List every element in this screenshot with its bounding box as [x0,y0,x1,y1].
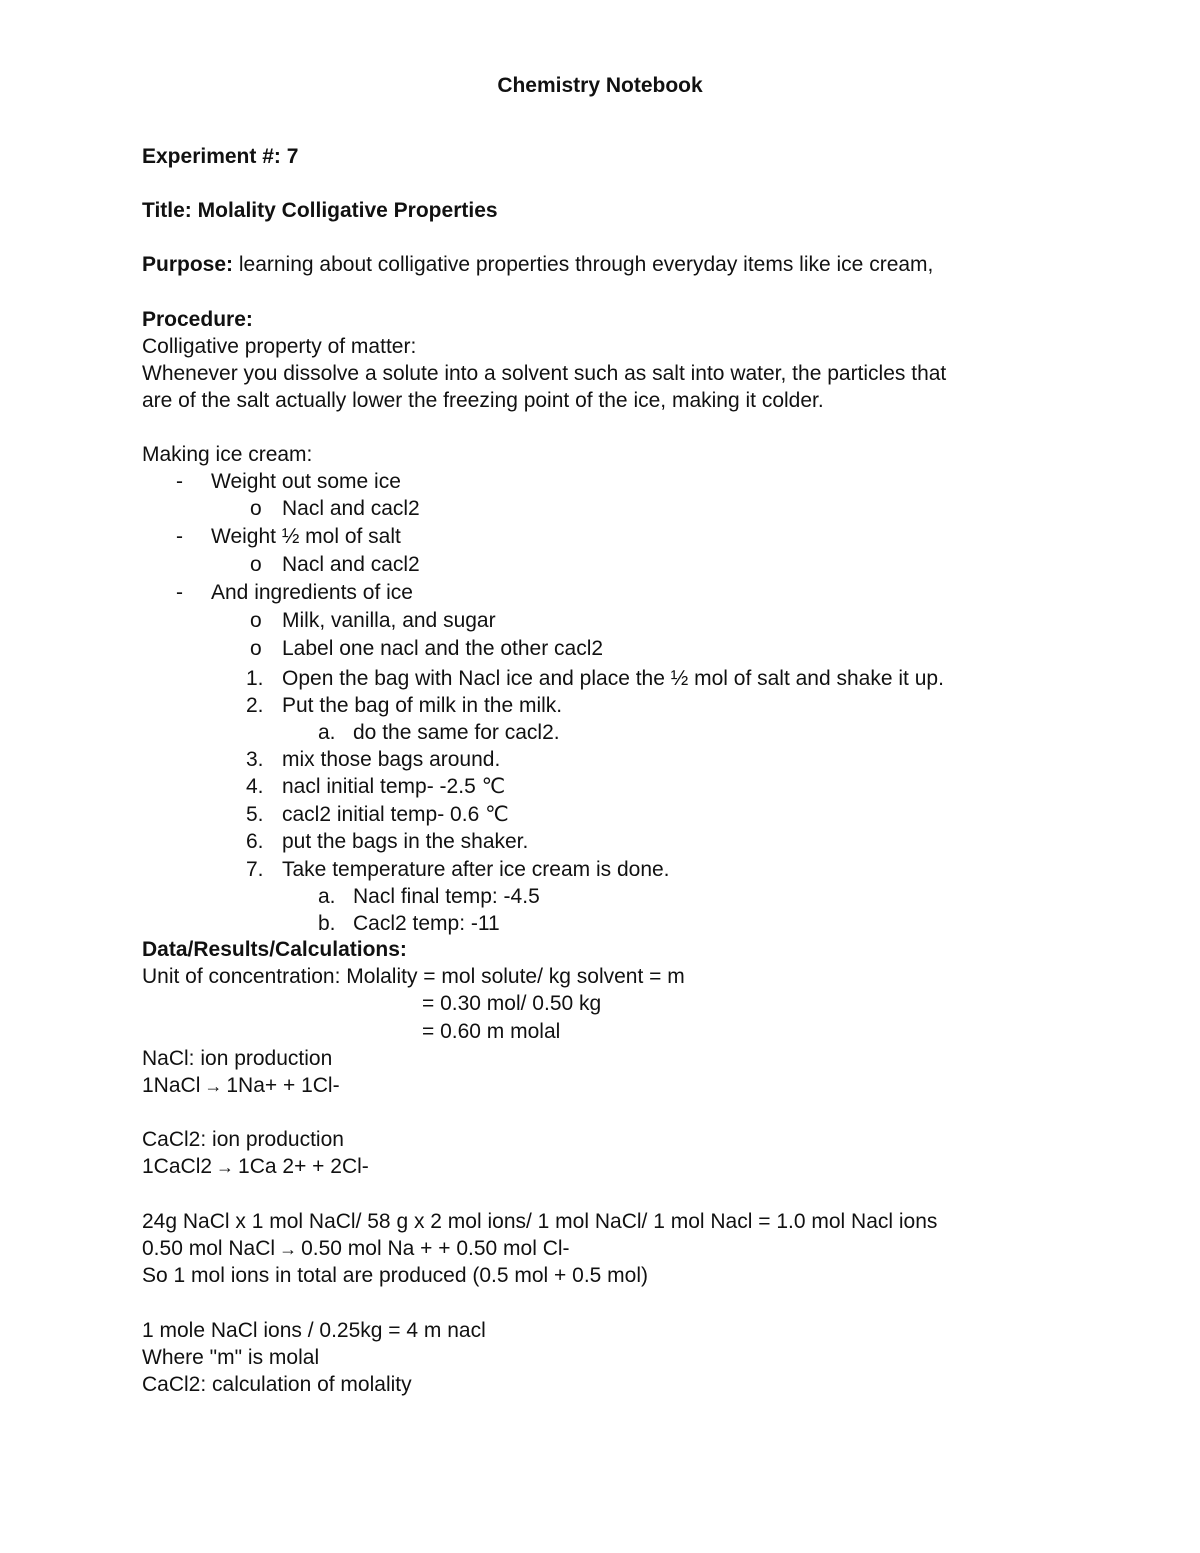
dash-marker: - [176,470,183,493]
list-item: Label one nacl and the other cacl2 [282,637,604,660]
cacl2-products: 1Ca 2+ + 2Cl- [238,1155,369,1178]
step-number: 1. [246,667,264,690]
list-item: Nacl and cacl2 [282,497,420,520]
list-item: Nacl and cacl2 [282,553,420,576]
list-item: Weight ½ mol of salt [211,525,401,548]
cacl2-reactant: 1CaCl2 [142,1155,213,1178]
title-value: Molality Colligative Properties [197,199,498,222]
substep-text: do the same for cacl2. [353,721,560,744]
cacl2-equation [142,1153,369,1181]
procedure-intro: Colligative property of matter: [142,335,417,358]
nacl-ion-heading: NaCl: ion production [142,1047,333,1070]
substep-letter: b. [318,912,336,935]
dash-marker: - [176,525,183,548]
arrow-right-icon: → [204,1076,223,1096]
molality-step-2: = 0.60 m molal [422,1020,561,1043]
making-ice-cream-heading: Making ice cream: [142,443,313,466]
nacl-equation [142,1072,340,1100]
step-text: nacl initial temp- -2.5 ℃ [282,775,506,798]
bullet-marker: o [250,497,262,520]
experiment-label: Experiment #: [142,145,281,168]
experiment-line [142,143,298,170]
procedure-paragraph-line-1: Whenever you dissolve a solute into a solvent such as salt into water, the particles that [142,362,947,385]
nacl-reactant: 1NaCl [142,1074,201,1097]
procedure-paragraph-line-2: are of the salt actually lower the freezing point of the ice, making it colder. [142,389,824,412]
arrow-right-icon: → [279,1239,298,1259]
step-text: Take temperature after ice cream is done. [282,858,670,881]
step-text: mix those bags around. [282,748,501,771]
molality-definition: Unit of concentration: Molality = mol solute/ kg solvent = m [142,965,685,988]
list-item: And ingredients of ice [211,581,413,604]
experiment-value: 7 [286,145,299,168]
substep-letter: a. [318,721,336,744]
dash-marker: - [176,581,183,604]
dissociation-products: 0.50 mol Na + + 0.50 mol Cl- [301,1237,570,1260]
bullet-marker: o [250,609,262,632]
molal-definition-line: Where "m" is molal [142,1346,320,1369]
list-item: Milk, vanilla, and sugar [282,609,496,632]
substep-text: Cacl2 temp: -11 [353,912,500,935]
step-number: 4. [246,775,264,798]
substep-letter: a. [318,885,336,908]
dissociation-reactant: 0.50 mol NaCl [142,1237,276,1260]
title-label: Title: [142,199,192,222]
nacl-products: 1Na+ + 1Cl- [226,1074,340,1097]
cacl2-ion-heading: CaCl2: ion production [142,1128,344,1151]
title-line [142,197,498,224]
nacl-molality-line: 1 mole NaCl ions / 0.25kg = 4 m nacl [142,1319,486,1342]
step-text: put the bags in the shaker. [282,830,529,853]
molality-step-1: = 0.30 mol/ 0.50 kg [422,992,602,1015]
procedure-heading: Procedure: [142,308,253,331]
cacl2-molality-heading: CaCl2: calculation of molality [142,1373,412,1396]
purpose-label: Purpose: [142,253,234,276]
step-number: 7. [246,858,264,881]
list-item: Weight out some ice [211,470,401,493]
step-number: 5. [246,803,264,826]
nacl-calculation: 24g NaCl x 1 mol NaCl/ 58 g x 2 mol ions/ 1 mol NaCl/ 1 mol Nacl = 1.0 mol Nacl ions [142,1210,938,1233]
step-text: cacl2 initial temp- 0.6 ℃ [282,803,509,826]
page-title: Chemistry Notebook [497,74,703,97]
bullet-marker: o [250,637,262,660]
step-text: Open the bag with Nacl ice and place the ½ mol of salt and shake it up. [282,667,944,690]
step-number: 6. [246,830,264,853]
purpose-text: learning about colligative properties through everyday items like ice cream, [238,253,934,276]
total-ions-line: So 1 mol ions in total are produced (0.5 mol + 0.5 mol) [142,1264,649,1287]
results-heading: Data/Results/Calculations: [142,938,407,961]
arrow-right-icon: → [216,1157,235,1177]
step-number: 3. [246,748,264,771]
bullet-marker: o [250,553,262,576]
step-number: 2. [246,694,264,717]
substep-text: Nacl final temp: -4.5 [353,885,540,908]
purpose-line [142,251,933,278]
step-text: Put the bag of milk in the milk. [282,694,563,717]
nacl-dissociation [142,1235,570,1263]
